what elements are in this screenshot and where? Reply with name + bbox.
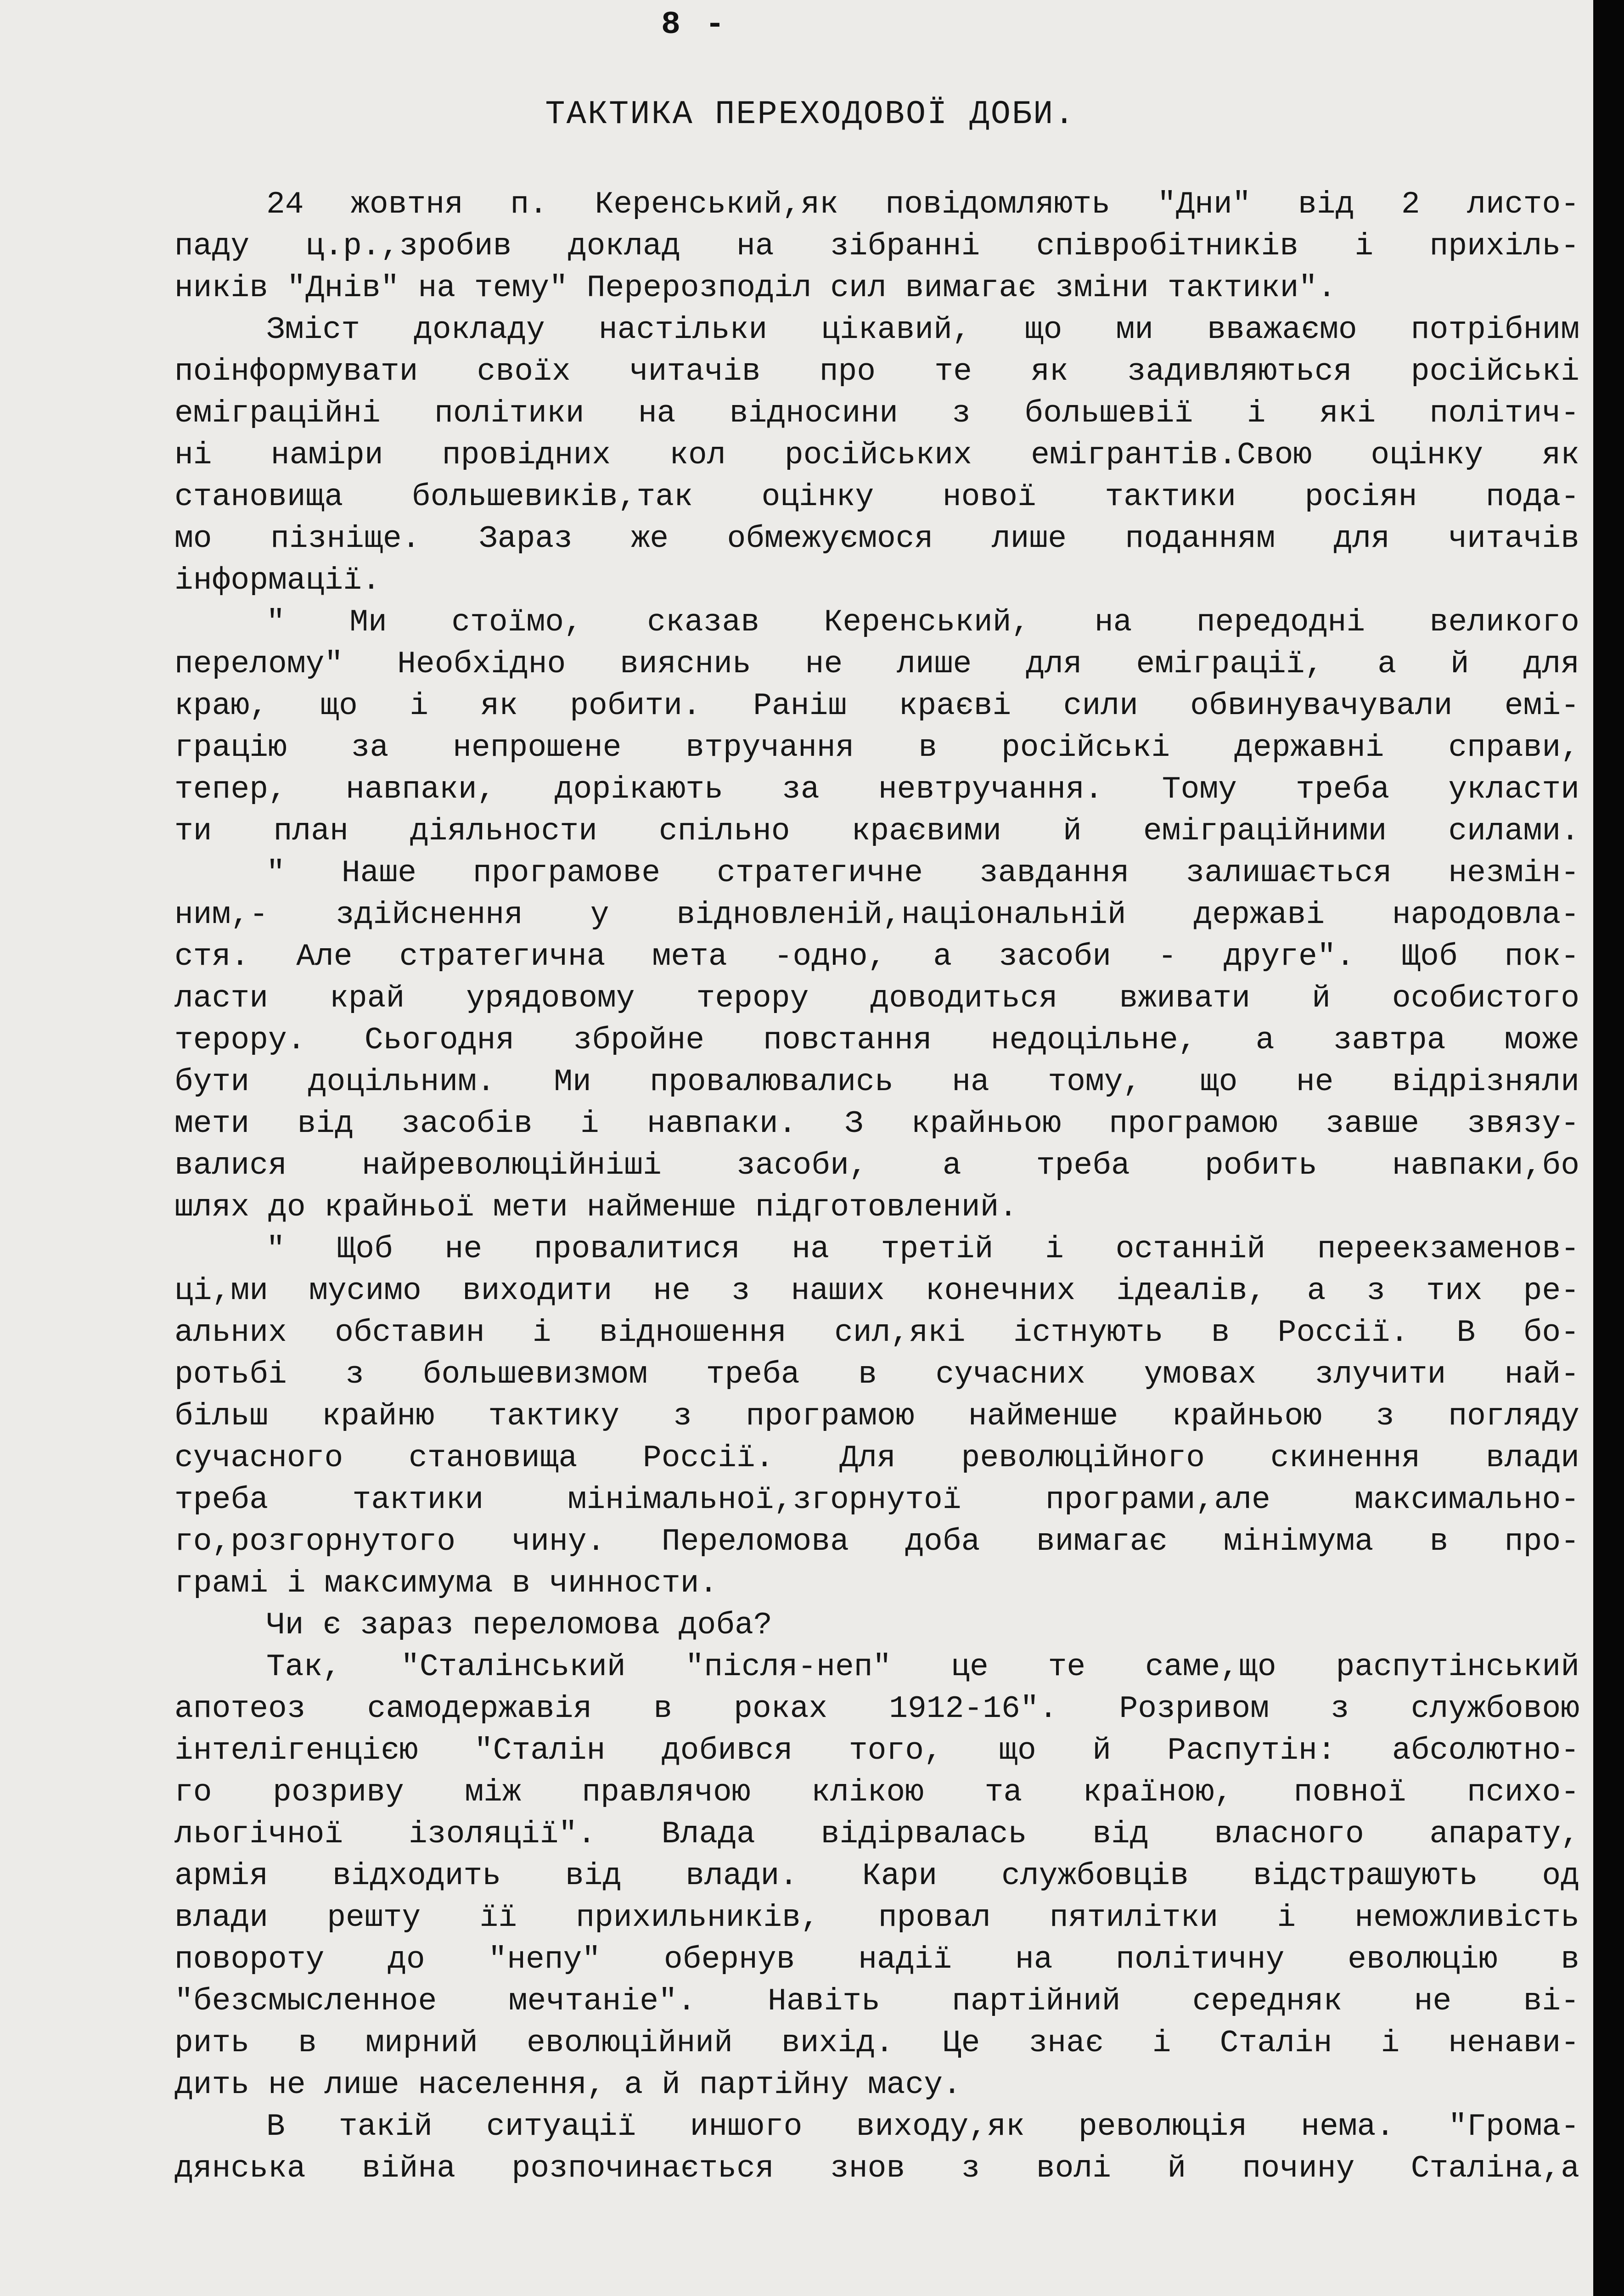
text-line: стя. Але стратегична мета -одно, а засоби - друге". Щоб пок- bbox=[174, 939, 1579, 974]
text-line: льогічної ізоляції". Влада відірвалась від власного апарату, bbox=[174, 1817, 1579, 1852]
text-line: дить не лише населення, а й партійну масу. bbox=[174, 2067, 961, 2103]
text-line: 24 жовтня п. Керенський,як повідомляють "Дни" від 2 листо- bbox=[266, 187, 1579, 222]
scan-edge-right bbox=[1593, 0, 1624, 2296]
text-line: ці,ми мусимо виходити не з наших конечних ідеалів, а з тих ре- bbox=[174, 1273, 1579, 1309]
text-line: становища большевиків,так оцінку нової тактики росіян пода- bbox=[174, 479, 1579, 515]
text-line: треба тактики мінімальної,згорнутої програми,але максимально- bbox=[174, 1482, 1579, 1518]
text-line: Чи є зараз переломова доба? bbox=[266, 1608, 772, 1643]
text-line: го розриву між правлячою клікою та країною, повної психо- bbox=[174, 1775, 1579, 1810]
text-line: перелому" Необхідно виясниь не лише для еміграції, а й для bbox=[174, 647, 1579, 682]
text-line: ротьбі з большевизмом треба в сучасних умовах злучити най- bbox=[174, 1357, 1579, 1392]
text-line: інтелігенцією "Сталін добився того, що й Распутін: абсолютно- bbox=[174, 1733, 1579, 1768]
document-title: ТАКТИКА ПЕРЕХОДОВОЇ ДОБИ. bbox=[545, 96, 1076, 133]
text-line: бути доцільним. Ми провалювались на тому, що не відрізняли bbox=[174, 1064, 1579, 1100]
text-line: еміграційні політики на відносини з большевії і які політич- bbox=[174, 396, 1579, 431]
text-line: інформації. bbox=[174, 563, 381, 598]
text-line: шлях до крайньої мети найменше підготовлений. bbox=[174, 1190, 1018, 1225]
text-line: ників "Днів" на тему" Перерозподіл сил вимагає зміни тактики". bbox=[174, 270, 1337, 306]
text-line: влади решту її прихильників, провал пятилітки і неможливість bbox=[174, 1900, 1579, 1936]
text-line: мети від засобів і навпаки. З крайньою програмою завше звязу- bbox=[174, 1106, 1579, 1142]
text-line: Так, "Сталінський "після-неп" це те саме,що распутінський bbox=[266, 1649, 1579, 1685]
text-line: грамі і максимума в чинности. bbox=[174, 1566, 718, 1601]
text-line: ласти край урядовому терору доводиться вживати й особистого bbox=[174, 981, 1579, 1016]
text-line: альних обставин і відношення сил,які істнують в Россії. В бо- bbox=[174, 1315, 1579, 1351]
text-line: терору. Сьогодня збройне повстання недоцільне, а завтра може bbox=[174, 1023, 1579, 1058]
text-line: грацію за непрошене втручання в російські державні справи, bbox=[174, 730, 1579, 765]
text-line: апотеоз самодержавія в роках 1912-16". Розривом з службовою bbox=[174, 1691, 1579, 1727]
text-line: поінформувати своїх читачів про те як задивляються російські bbox=[174, 354, 1579, 389]
text-line: "безсмысленное мечтаніе". Навіть партійний середняк не ві- bbox=[174, 1984, 1579, 2019]
text-line: паду ц.р.,зробив доклад на зібранні співробітників і прихіль- bbox=[174, 229, 1579, 264]
page-number: 8 - bbox=[661, 7, 728, 43]
text-line: краю, що і як робити. Раніш краєві сили обвинувачували емі- bbox=[174, 688, 1579, 724]
text-line: го,розгорнутого чину. Переломова доба вимагає мінімума в про- bbox=[174, 1524, 1579, 1559]
text-line: " Ми стоїмо, сказав Керенський, на передодні великого bbox=[266, 605, 1579, 640]
text-line: армія відходить від влади. Кари службовців відстрашують од bbox=[174, 1858, 1579, 1894]
text-line: ним,- здійснення у відновленій,національній державі народовла- bbox=[174, 897, 1579, 933]
text-line: мо пізніще. Зараз же обмежуємося лише поданням для читачів bbox=[174, 521, 1579, 557]
text-line: більш крайню тактику з програмою найменше крайньою з погляду bbox=[174, 1399, 1579, 1434]
text-line: ні наміри провідних кол російських емігрантів.Свою оцінку як bbox=[174, 438, 1579, 473]
text-line: дянська війна розпочинається знов з волі й почину Сталіна,а bbox=[174, 2151, 1579, 2186]
text-line: Зміст докладу настільки цікавий, що ми вважаємо потрібним bbox=[266, 312, 1579, 348]
text-line: повороту до "непу" обернув надії на політичну еволюцію в bbox=[174, 1942, 1579, 1977]
text-line: ти план діяльности спільно краєвими й еміграційними силами. bbox=[174, 814, 1579, 849]
text-line: " Наше програмове стратегичне завдання залишається незмін- bbox=[266, 855, 1579, 891]
text-line: рить в мирний еволюційний вихід. Це знає і Сталін і ненави- bbox=[174, 2026, 1579, 2061]
text-line: тепер, навпаки, дорікають за невтручання. Тому треба укласти bbox=[174, 772, 1579, 807]
text-line: валися найреволюційніші засоби, а треба робить навпаки,бо bbox=[174, 1148, 1579, 1183]
text-line: сучасного становища Россії. Для революційного скинення влади bbox=[174, 1441, 1579, 1476]
document-body bbox=[174, 184, 1579, 2189]
text-line: " Щоб не провалитися на третій і останній переекзаменов- bbox=[266, 1232, 1579, 1267]
text-line: В такій ситуації иншого виходу,як революція нема. "Грома- bbox=[266, 2109, 1579, 2144]
